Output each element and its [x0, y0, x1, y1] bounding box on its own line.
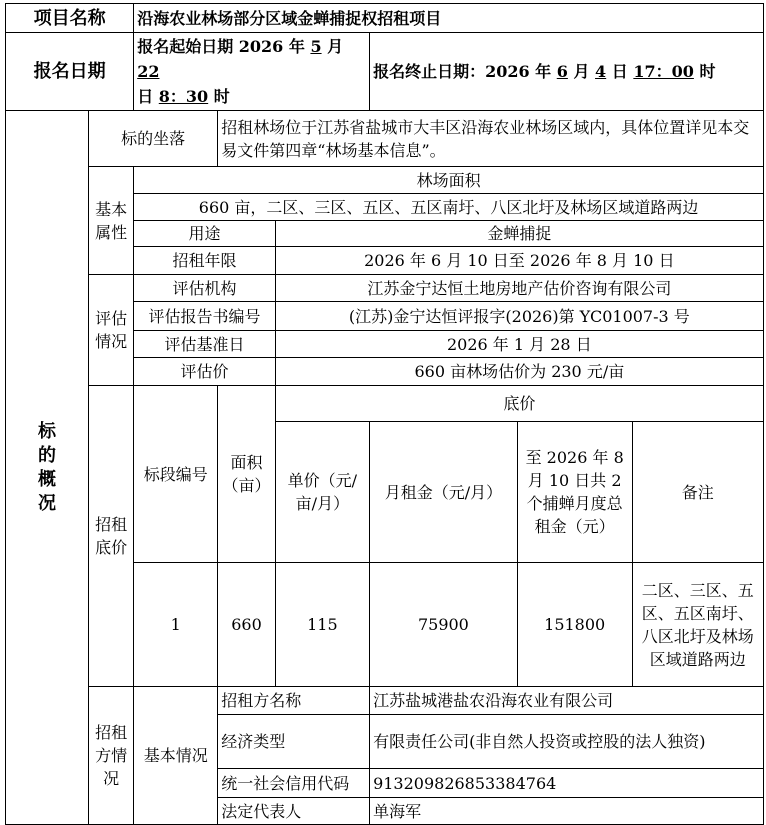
eval-report-label: 评估报告书编号	[134, 302, 276, 331]
reg-start-month-suffix: 月	[321, 37, 344, 56]
lessor-label: 招租方情况	[89, 687, 134, 825]
reg-start-month: 5	[310, 37, 322, 56]
overview-label-char: 概	[38, 468, 57, 490]
col-total-header: 至 2026 年 8 月 10 日共 2 个捕蝉月度总租金（元）	[517, 422, 632, 563]
lot-cell: 1	[134, 563, 218, 687]
eval-price-label: 评估价	[134, 358, 276, 386]
lessor-name-row	[6, 687, 764, 715]
credit-code-value: 91320982685338476​4	[370, 769, 764, 798]
floor-price-header: 底价	[275, 386, 763, 422]
eval-agency-label: 评估机构	[134, 275, 276, 302]
project-row	[6, 4, 764, 33]
overview-label	[6, 111, 89, 825]
eval-agency-value: 江苏金宁达恒土地房地产估价咨询有限公司	[275, 275, 763, 302]
eval-date-value: 2026 年 1 月 28 日	[275, 331, 763, 358]
reg-start-day-suffix: 日	[137, 87, 159, 106]
forest-area-header-row	[6, 167, 764, 194]
reg-end-month: 6	[556, 62, 568, 81]
basic-attributes-label: 基本属性	[89, 167, 134, 275]
reg-end-day-suffix: 日	[606, 62, 634, 81]
legal-rep-value: 单海军	[370, 798, 764, 825]
registration-label: 报名日期	[6, 33, 134, 111]
reg-end-month-suffix: 月	[567, 62, 596, 81]
eval-agency-row	[6, 275, 764, 302]
credit-code-label: 统一社会信用代码	[218, 769, 370, 798]
reg-start-time: 8：30	[158, 87, 209, 106]
registration-start	[134, 33, 370, 111]
forest-area-value: 660 亩，二区、三区、五区、五区南圩、八区北圩及林场区域道路两边	[134, 194, 764, 221]
forest-area-label: 林场面积	[134, 167, 764, 194]
reg-end-day: 4	[595, 62, 607, 81]
reg-end-hour-suffix: 时	[693, 62, 716, 81]
eval-report-value: (江苏)金宁达恒评报字(2026)第 YC01007-3 号	[275, 302, 763, 331]
col-note-header: 备注	[632, 422, 763, 563]
eval-date-label: 评估基准日	[134, 331, 276, 358]
col-area-header: 面积（亩）	[218, 386, 275, 563]
reg-start-prefix: 报名起始日期 2026 年	[137, 37, 311, 56]
econ-type-value: 有限责任公司(非自然人投资或控股的法人独资)	[370, 715, 764, 769]
overview-label-char: 况	[38, 492, 57, 514]
overview-label-char: 标	[38, 420, 57, 442]
location-label: 标的坐落	[89, 111, 218, 167]
use-value: 金蝉捕捉	[275, 221, 763, 247]
total-rent-cell: 151800	[517, 563, 632, 687]
registration-end	[370, 33, 764, 111]
col-unit-header: 单价（元/亩/月）	[275, 422, 369, 563]
col-monthly-header: 月租金（元/月）	[370, 422, 518, 563]
reg-end-time: 17：00	[633, 62, 694, 81]
monthly-rent-cell: 75900	[370, 563, 518, 687]
term-label: 招租年限	[134, 247, 276, 275]
econ-type-label: 经济类型	[218, 715, 370, 769]
lessor-basic-label: 基本情况	[134, 687, 218, 825]
reg-end-prefix: 报名终止日期：2026 年	[373, 62, 557, 81]
evaluation-label: 评估情况	[89, 275, 134, 386]
registration-row	[6, 33, 764, 111]
term-value: 2026 年 6 月 10 日至 2026 年 8 月 10 日	[275, 247, 763, 275]
note-cell: 二区、三区、五区、五区南圩、八区北圩及林场区域道路两边	[632, 563, 763, 687]
overview-label-char: 的	[38, 444, 57, 466]
location-row	[6, 111, 764, 167]
project-label: 项目名称	[6, 4, 134, 33]
reg-start-hour-suffix: 时	[208, 87, 230, 106]
reg-start-day: 22	[137, 62, 160, 81]
reserve-label: 招租底价	[89, 386, 134, 687]
location-text: 招租林场位于江苏省盐城市大丰区沿海农业林场区域内，具体位置详见本交易文件第四章“林场基本信息”。	[218, 111, 764, 167]
project-name: 沿海农业林场部分区域金蝉捕捉权招租项目	[134, 4, 764, 33]
lessor-name-label: 招租方名称	[218, 687, 370, 715]
eval-price-value: 660 亩林场估价为 230 元/亩	[275, 358, 763, 386]
tender-info-table	[5, 3, 764, 825]
use-label: 用途	[134, 221, 276, 247]
legal-rep-label: 法定代表人	[218, 798, 370, 825]
area-cell: 660	[218, 563, 275, 687]
unit-price-cell: 115	[275, 563, 369, 687]
col-lot-header: 标段编号	[134, 386, 218, 563]
lessor-name-value: 江苏盐城港盐农沿海农业有限公司	[370, 687, 764, 715]
reserve-header-row	[6, 386, 764, 422]
